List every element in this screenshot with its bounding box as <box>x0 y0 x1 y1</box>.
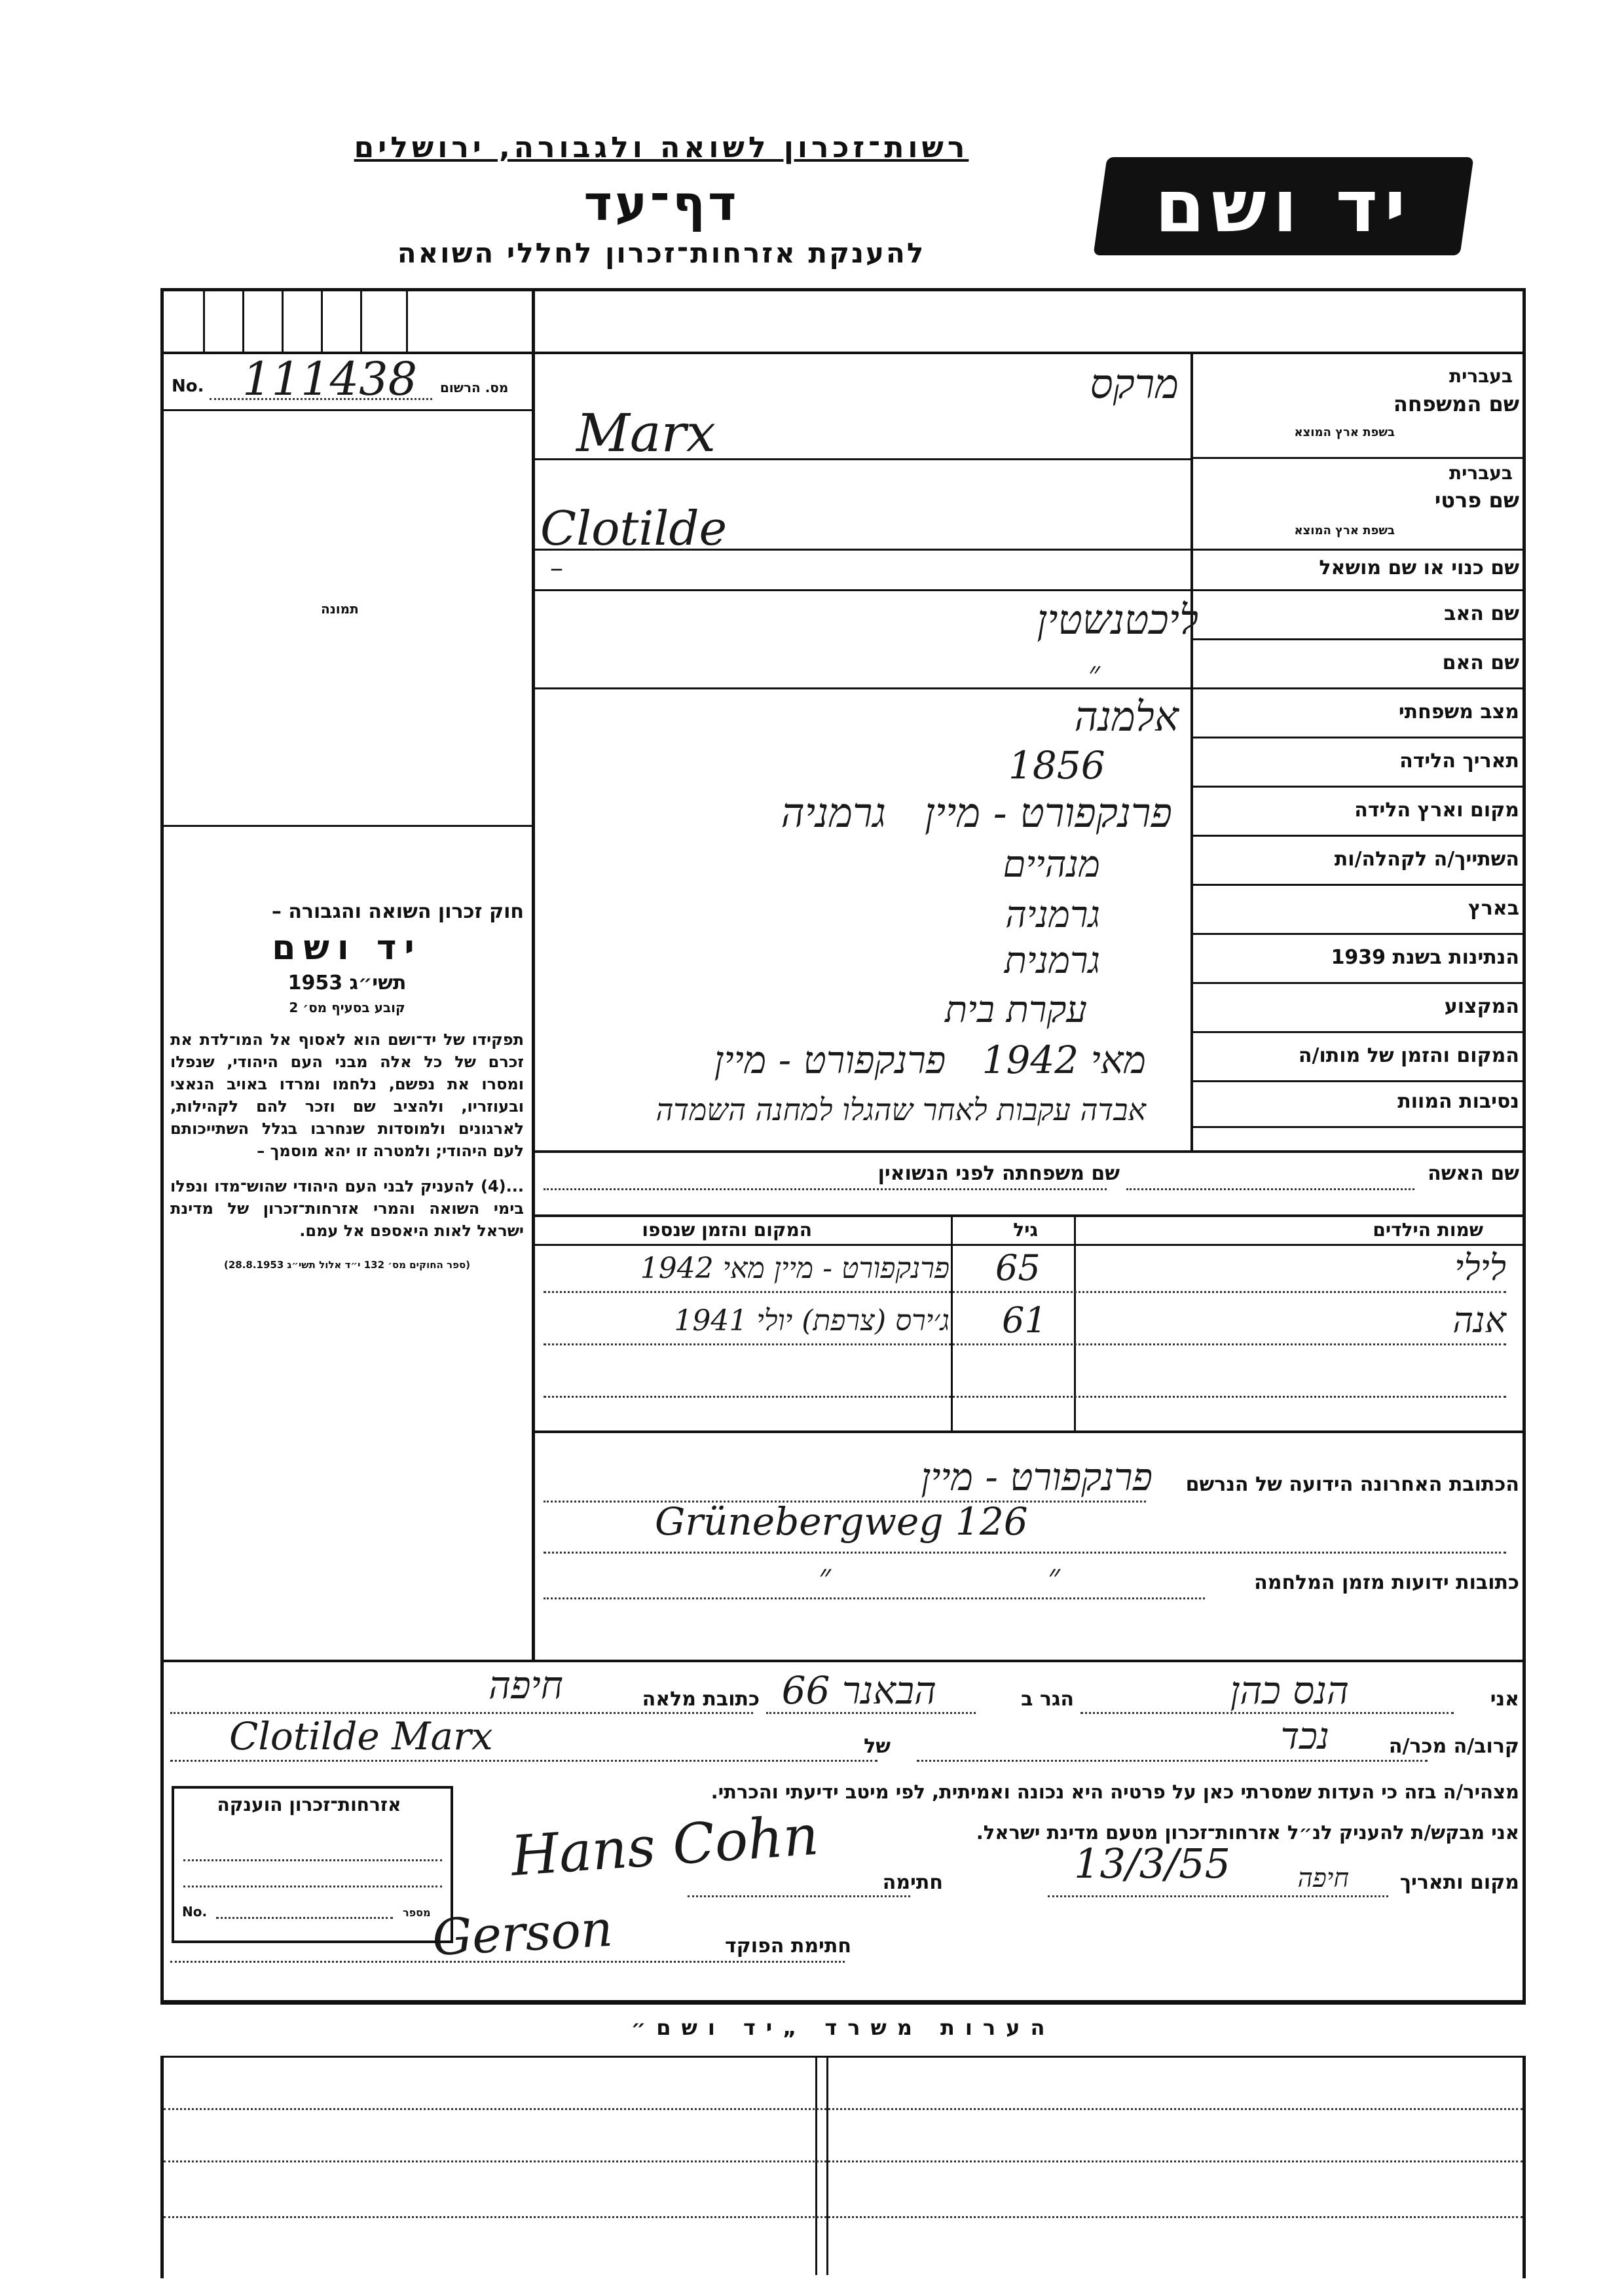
mother-name-value: ״ <box>1088 655 1100 691</box>
registration-no-label: No. <box>172 376 204 396</box>
street-address-value: Grünebergweg 126 <box>655 1499 1028 1544</box>
ditto-mark-2: ״ <box>1048 1557 1060 1595</box>
citizenship-value: גרמנית <box>1004 939 1100 982</box>
first-name-label: שם פרטי <box>1434 488 1519 513</box>
father-name-value: ליכטנשטין <box>1037 596 1198 644</box>
declarant-address-label: כתובת מלאה <box>642 1688 760 1711</box>
of-value: Clotilde Marx <box>229 1714 493 1758</box>
death-place-value: מאי 1942 פרנקפורט - מיין <box>714 1038 1146 1082</box>
declarant-name: הנס כהן <box>1230 1668 1349 1713</box>
birth-place-value: פרנקפורט - מיין גרמניה <box>781 789 1172 837</box>
declarant-i-label: אני <box>1490 1688 1519 1711</box>
surname-origin-value: Marx <box>576 403 716 464</box>
children-names-header: שמות הילדים <box>1373 1219 1483 1241</box>
logo-text: יד ושם <box>1154 164 1412 248</box>
law-title: חוק זכרון השואה והגבורה – <box>271 900 524 923</box>
law-citation: (ספר החוקים מס׳ 132 י״ד אלול תשי״ג 28.8.1953) <box>223 1259 471 1271</box>
birth-date-value: 1856 <box>1008 743 1105 788</box>
surname-hebrew-value: מרקס <box>1090 360 1179 408</box>
date-value: 13/3/55 <box>1074 1840 1231 1887</box>
origin-language-label-1: בשפת ארץ המוצא <box>1294 426 1395 439</box>
child-death-place: ג׳ירס (צרפת) יולי 1941 <box>674 1304 950 1338</box>
certificate-no-label: No. <box>182 1904 208 1920</box>
form-title: דף־עד <box>583 175 739 232</box>
wife-name-label: שם האשה <box>1428 1162 1519 1185</box>
relation-value: נכד <box>1280 1715 1329 1758</box>
declarant-city: חיפה <box>489 1663 563 1707</box>
place-value: חיפה <box>1297 1863 1349 1893</box>
children-age-header: גיל <box>1013 1219 1038 1241</box>
father-name-label: שם האב <box>1444 602 1519 625</box>
death-circumstances-label: נסיבות המוות <box>1397 1090 1519 1113</box>
child-age: 65 <box>995 1247 1041 1288</box>
official-signature: Gerson <box>430 1899 614 1967</box>
profession-value: עקרת בית <box>945 989 1087 1031</box>
certificate-box-title: אזרחות־זכרון הוענקה <box>217 1794 401 1815</box>
declarant-signature: Hans Cohn <box>509 1802 821 1889</box>
birth-date-label: תאריך הלידה <box>1399 750 1519 773</box>
first-name-origin-value: Clotilde <box>540 501 728 556</box>
relation-label: קרוב/ה מכר/ה <box>1388 1735 1519 1758</box>
declaration-line-1: מצהיר/ה בזה כי העדות שמסרתי כאן על פרטיה היא נכונה ואמיתית, לפי מיטב ידיעתי והכרתי. <box>710 1781 1519 1803</box>
last-address-value: פרנקפורט - מיין <box>921 1455 1153 1499</box>
form-subtitle: להענקת אזרחות־זכרון לחללי השואה <box>397 237 926 269</box>
law-text-2: ...(4) להעניק לבני העם היהודי שהוש־מדו ונפלו בימי השואה והמרי אזרחות־זכרון של מדינת ישראל לאות היאספם אל עמם. <box>170 1177 524 1240</box>
declarant-street: הבאנר 66 <box>781 1668 936 1713</box>
child-death-place: פרנקפורט - מיין מאי 1942 <box>640 1252 950 1285</box>
photo-label: תמונה <box>321 601 359 617</box>
ditto-mark-1: ״ <box>819 1557 831 1595</box>
marital-status-value: אלמנה <box>1074 693 1179 740</box>
country-label: בארץ <box>1467 897 1519 920</box>
origin-language-label-2: בשפת ארץ המוצא <box>1294 524 1395 538</box>
birth-place-label: מקום וארץ הלידה <box>1354 799 1519 822</box>
signature-label: חתימה <box>882 1871 943 1894</box>
children-place-header: המקום והזמן שנספו <box>642 1219 812 1241</box>
certificate-number-label: מספר <box>403 1906 431 1919</box>
official-signature-label: חתימת הפוקד <box>725 1935 851 1958</box>
wife-maiden-name-label: שם משפחתה לפני הנשואין <box>877 1162 1120 1185</box>
registration-number: 111438 <box>242 352 418 406</box>
law-clause: קובע בסעיף מס׳ 2 <box>289 1000 405 1015</box>
authority-title: רשות־זכרון לשואה ולגבורה, ירושלים <box>354 131 969 164</box>
death-place-label: המקום והזמן של מותו/ה <box>1298 1044 1519 1067</box>
place-date-label: מקום ותאריך <box>1399 1871 1519 1894</box>
child-name: לילי <box>1454 1247 1506 1288</box>
nickname-label: שם כנוי או שם מושאל <box>1319 556 1519 579</box>
yad-vashem-logo <box>1093 157 1473 255</box>
last-address-label: הכתובת האחרונה הידועה של הנרשם <box>1185 1473 1519 1496</box>
declaration-line-2: אני מבקש/ת להעניק לנ״ל אזרחות־זכרון מטעם מדינת ישראל. <box>976 1821 1519 1844</box>
law-year: תשי״ג 1953 <box>287 972 407 994</box>
surname-label: שם המשפחה <box>1393 392 1519 416</box>
mother-name-label: שם האם <box>1442 651 1519 674</box>
profession-label: המקצוע <box>1444 995 1519 1018</box>
country-value: גרמניה <box>1005 894 1100 936</box>
child-age: 61 <box>1002 1300 1047 1341</box>
death-circumstances-value: אבדה עקבות לאחר שהגלו למחנה השמדה <box>655 1092 1146 1127</box>
law-panel <box>170 900 524 1271</box>
declarant-resides-label: הגר ב <box>1021 1688 1074 1711</box>
marital-status-label: מצב משפחתי <box>1398 701 1519 723</box>
citizenship-label: הנתינות בשנת 1939 <box>1331 946 1519 969</box>
community-label: השתייך/ה לקהלה/ות <box>1334 848 1519 871</box>
of-label: של <box>864 1735 891 1758</box>
wartime-address-label: כתובות ידועות מזמן המלחמה <box>1254 1571 1519 1594</box>
community-value: מנהיים <box>1003 843 1100 886</box>
in-hebrew-label-1: בעברית <box>1449 365 1513 387</box>
nickname-value: – <box>550 553 563 583</box>
law-text-1: תפקידו של יד־ושם הוא לאסוף אל המו־לדת את זכרם של כל אלה מבני העם היהודי, שנפלו ומסרו את נפשם, נלחמו ומרדו באויב הנאצי ובעוזריו, ולהציב שם וזכר להם לקהילות, לארגונים ולמוסדות שנחרבו בגלל השתייכותם לעם היהודי; ולמטרה זו יהא מוסמך – <box>170 1030 524 1160</box>
office-notes-title: הערות משרד „יד ושם״ <box>631 2015 1056 2040</box>
in-hebrew-label-2: בעברית <box>1449 462 1513 484</box>
law-name: יד ושם <box>272 928 422 968</box>
child-name: אנה <box>1452 1300 1506 1341</box>
registration-label: מס. הרשום <box>440 380 509 395</box>
